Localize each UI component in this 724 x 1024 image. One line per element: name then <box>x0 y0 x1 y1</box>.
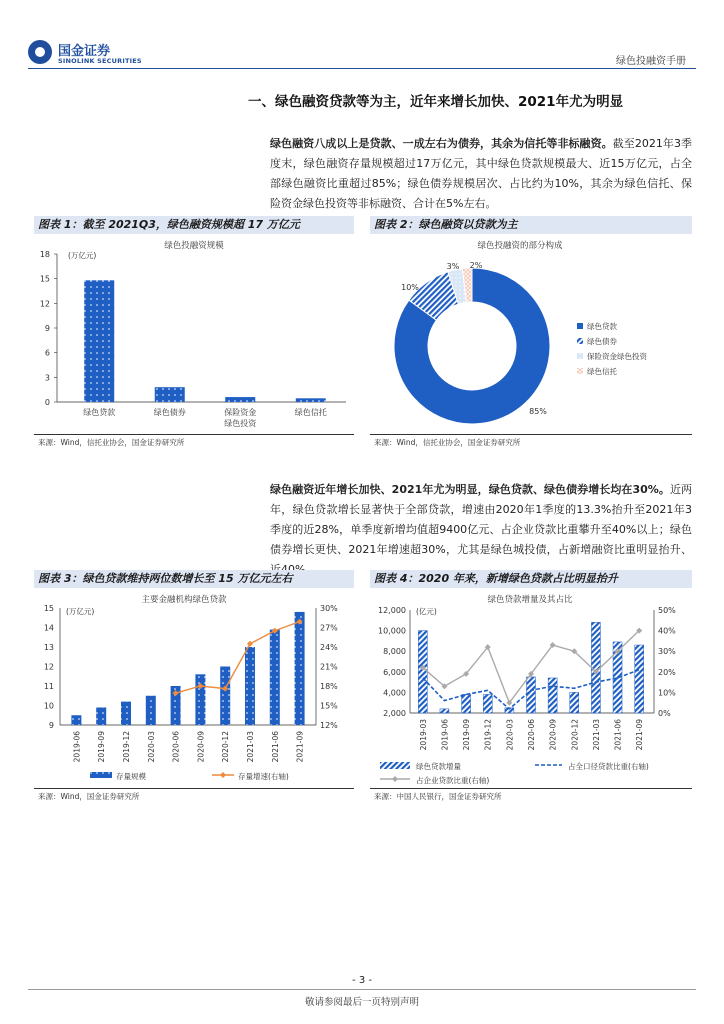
paragraph-1-body: 截至2021年3季度末，绿色融资存量规模超过17万亿元，其中绿色贷款规模最大、近15万亿元，占全部绿色融资比重超过85%；绿色债券规模居次、占比约为10%，其余为绿色信托、保险资金绿色投资等非标融资、合计在5%左右。 <box>270 137 693 210</box>
figure-3-y2-tick: 15% <box>320 701 338 711</box>
figure-4-y-tick: 8,000 <box>383 647 406 657</box>
header-divider <box>28 68 696 69</box>
figure-2-legend-label: 保险资金绿色投资 <box>587 352 647 361</box>
figure-1-bar <box>84 280 114 402</box>
figure-3-bar <box>220 667 230 726</box>
section-title: 一、绿色融资贷款等为主，近年来增长加快、2021年尤为明显 <box>248 94 624 110</box>
figure-3-source: 来源：Wind，国金证券研究所 <box>38 792 140 801</box>
figure-4-legend-label-dashed: 占全口径贷款比重(右轴) <box>568 762 649 771</box>
figure-3-legend-swatch-marker <box>220 772 226 778</box>
figure-3-bar <box>121 702 131 725</box>
figure-4-y-unit: (亿元) <box>416 607 437 616</box>
figure-2-source: 来源：Wind，信托业协会，国金证券研究所 <box>374 438 521 447</box>
figure-4-legend-swatch-grey-marker <box>392 776 398 782</box>
figure-3-bottom-rule <box>34 788 354 789</box>
figure-2-slice-label: 2% <box>469 261 483 270</box>
figure-1-y-tick: 9 <box>44 324 50 333</box>
figure-4-x-label: 2020-03 <box>505 719 515 751</box>
figure-3-y-tick: 11 <box>43 682 54 691</box>
figure-4-bar <box>418 631 427 713</box>
figure-1-chart-title: 绿色投融资规模 <box>164 241 224 251</box>
figure-3-x-label: 2020-09 <box>196 731 206 763</box>
figure-1-bar <box>225 397 255 402</box>
figure-4-bar <box>548 678 557 713</box>
figure-4-bar <box>483 694 492 713</box>
figure-4-y2-tick: 40% <box>658 626 676 636</box>
figure-4-x-label: 2019-03 <box>418 719 428 751</box>
figure-4-y-tick: 10,000 <box>378 626 406 636</box>
figure-2-slice-label: 10% <box>401 283 419 292</box>
figure-1-y-unit: (万亿元) <box>68 251 97 260</box>
figure-3-bar <box>146 696 156 725</box>
figure-1-source: 来源：Wind，信托业协会，国金证券研究所 <box>38 438 185 447</box>
figure-3-title: 图表 3：绿色贷款维持两位数增长至 15 万亿元左右 <box>34 570 354 588</box>
figure-4-chart-title: 绿色贷款增量及其占比 <box>487 595 573 605</box>
paragraph-2-body: 近两年，绿色贷款增长显著快于全部贷款，增速由2020年1季度的13.3%抬升至2021年3季度的近28%，单季度新增均值超9400亿元、占企业贷款比重攀升至40%以上；绿色债券增长更快、2021年增速超30%，尤其是绿色城投债，占新增融资比重明显抬升、 <box>270 483 692 556</box>
figure-1-bar <box>155 387 185 402</box>
figure-3-legend-label-bar: 存量规模 <box>116 772 146 781</box>
figure-4-x-label: 2020-12 <box>570 719 580 751</box>
logo-text-en: SINOLINK SECURITIES <box>58 57 142 65</box>
figure-4-y2-tick: 50% <box>658 606 676 615</box>
figure-3-x-label: 2020-03 <box>146 731 156 763</box>
figure-1-x-label: 保险资金 <box>224 408 257 417</box>
figure-3-line-point <box>247 641 253 647</box>
figure-4-x-label: 2021-09 <box>635 719 645 751</box>
figure-1-y-tick: 3 <box>44 373 50 383</box>
figure-3-line <box>176 622 300 694</box>
figure-2-legend-swatch <box>577 323 583 329</box>
figure-4-y-tick: 4,000 <box>383 688 406 698</box>
figure-3-legend-label-line: 存量增速(右轴) <box>238 772 289 781</box>
figure-4-y2-tick: 30% <box>658 647 676 657</box>
figure-3-y-unit: (万亿元) <box>66 607 95 616</box>
figure-4-y-tick: 6,000 <box>383 667 406 677</box>
figure-1-x-label: 绿色债券 <box>153 408 186 417</box>
page-number: - 3 - <box>352 975 372 986</box>
figure-4-x-label: 2020-06 <box>527 719 536 751</box>
figure-3-y-tick: 12 <box>43 662 54 672</box>
figure-3-chart <box>34 590 354 790</box>
paragraph-1-lead: 绿色融资八成以上是贷款、一成左右为债券，其余为信托等非标融资。 <box>270 137 613 150</box>
figure-3-y2-tick: 30% <box>320 604 338 613</box>
figure-4-bar <box>635 645 644 713</box>
figure-4-legend-swatch-bar <box>380 762 410 769</box>
logo-icon <box>28 40 52 64</box>
figure-2-legend-label: 绿色债券 <box>587 337 617 346</box>
figure-2-slice-label: 85% <box>529 407 547 416</box>
figure-2-chart-title: 绿色投融资的部分构成 <box>477 241 563 251</box>
figure-4-chart <box>370 590 692 790</box>
figure-2-legend-label: 绿色信托 <box>587 367 617 376</box>
figure-3-bar <box>96 707 106 725</box>
figure-3-y2-tick: 27% <box>320 623 338 633</box>
figure-3-bar <box>245 647 255 725</box>
figure-2-legend-swatch <box>577 338 583 344</box>
figure-4-x-label: 2019-12 <box>483 719 493 751</box>
figure-1-bar <box>296 398 326 402</box>
footer-disclaimer: 敬请参阅最后一页特别声明 <box>304 997 419 1008</box>
figure-1-y-tick: 6 <box>44 348 50 358</box>
figure-4-bar <box>527 677 536 713</box>
figure-3-x-label: 2021-06 <box>270 731 280 763</box>
figure-4-legend-label-bar: 绿色贷款增量 <box>416 762 461 771</box>
figure-3-bar <box>295 612 305 725</box>
figure-2-legend-swatch <box>577 353 583 359</box>
figure-1-title: 图表 1：截至 2021Q3，绿色融资规模超 17 万亿元 <box>34 216 354 234</box>
figure-4-bar <box>591 622 600 713</box>
paragraph-1 <box>270 134 692 214</box>
document-title: 绿色投融资手册 <box>616 56 686 67</box>
footer-divider <box>28 989 696 990</box>
figure-4-y-tick: 2,000 <box>383 709 406 718</box>
figure-2-legend-label: 绿色贷款 <box>587 322 617 331</box>
figure-2-bottom-rule <box>370 434 692 435</box>
figure-4-x-label: 2019-06 <box>440 719 450 751</box>
figure-3-y-tick: 14 <box>43 623 54 633</box>
figure-3-x-label: 2019-06 <box>72 731 82 763</box>
figure-3-x-label: 2020-12 <box>221 731 231 763</box>
figure-3-x-label: 2019-09 <box>97 731 107 763</box>
figure-2-legend-swatch <box>577 368 583 374</box>
figure-3-bar <box>270 629 280 725</box>
figure-3-y-tick: 10 <box>43 701 54 711</box>
figure-1-bottom-rule <box>34 434 354 435</box>
figure-2-chart <box>370 236 692 436</box>
figure-3-x-label: 2021-09 <box>295 731 305 763</box>
figure-4-x-label: 2019-09 <box>462 719 472 751</box>
figure-4-bar <box>462 694 471 713</box>
figure-1-chart <box>34 236 354 436</box>
figure-3-chart-title: 主要金融机构绿色贷款 <box>141 595 227 605</box>
figure-3-x-label: 2019-12 <box>122 731 131 763</box>
figure-4-x-label: 2020-09 <box>548 719 558 751</box>
figure-3-x-label: 2021-03 <box>246 731 255 763</box>
figure-2-title: 图表 2：绿色融资以贷款为主 <box>370 216 692 234</box>
company-logo <box>28 40 148 70</box>
figure-1-x-label: 绿色贷款 <box>83 408 116 417</box>
figure-4-y2-tick: 0% <box>658 709 671 718</box>
figure-1-y-tick: 15 <box>39 274 50 284</box>
figure-4-x-label: 2021-03 <box>591 719 601 751</box>
figure-3-y-tick: 9 <box>48 721 54 730</box>
figure-4-bottom-rule <box>370 788 692 789</box>
figure-1-y-tick: 18 <box>39 250 50 259</box>
figure-4-bar <box>440 709 449 713</box>
figure-4-y2-tick: 20% <box>658 667 676 677</box>
paragraph-2-lead: 绿色融资近年增长加快、2021年尤为明显，绿色贷款、绿色债券增长均在30%。 <box>270 483 670 496</box>
figure-4-legend-label-grey: 占企业贷款比重(右轴) <box>416 776 490 785</box>
figure-3-bar <box>71 715 81 725</box>
figure-3-y2-tick: 12% <box>320 721 338 730</box>
figure-3-y2-tick: 21% <box>320 662 338 672</box>
figure-1-x-label: 绿色投资 <box>224 419 257 428</box>
figure-2-slice-label: 3% <box>446 262 460 271</box>
figure-4-y-tick: 12,000 <box>378 606 406 615</box>
figure-1-y-tick: 12 <box>39 299 50 309</box>
paragraph-2 <box>270 480 692 580</box>
figure-4-title: 图表 4：2020 年来，新增绿色贷款占比明显抬升 <box>370 570 692 588</box>
figure-3-bar <box>195 674 205 725</box>
figure-3-legend-swatch-bar <box>90 772 112 778</box>
figure-4-y2-tick: 10% <box>658 688 676 698</box>
figure-4-bar <box>570 692 579 713</box>
figure-3-y-tick: 13 <box>43 643 54 652</box>
figure-3-y2-tick: 24% <box>320 643 338 652</box>
figure-4-x-label: 2021-06 <box>613 719 623 751</box>
figure-3-y-tick: 15 <box>43 604 54 613</box>
logo-text-cn: 国金证券 <box>58 44 111 59</box>
figure-4-source: 来源：中国人民银行，国金证券研究所 <box>374 792 502 801</box>
figure-1-y-tick: 0 <box>44 398 50 407</box>
figure-3-x-label: 2020-06 <box>171 731 181 763</box>
figure-3-y2-tick: 18% <box>320 682 338 691</box>
figure-1-x-label: 绿色信托 <box>294 408 327 417</box>
